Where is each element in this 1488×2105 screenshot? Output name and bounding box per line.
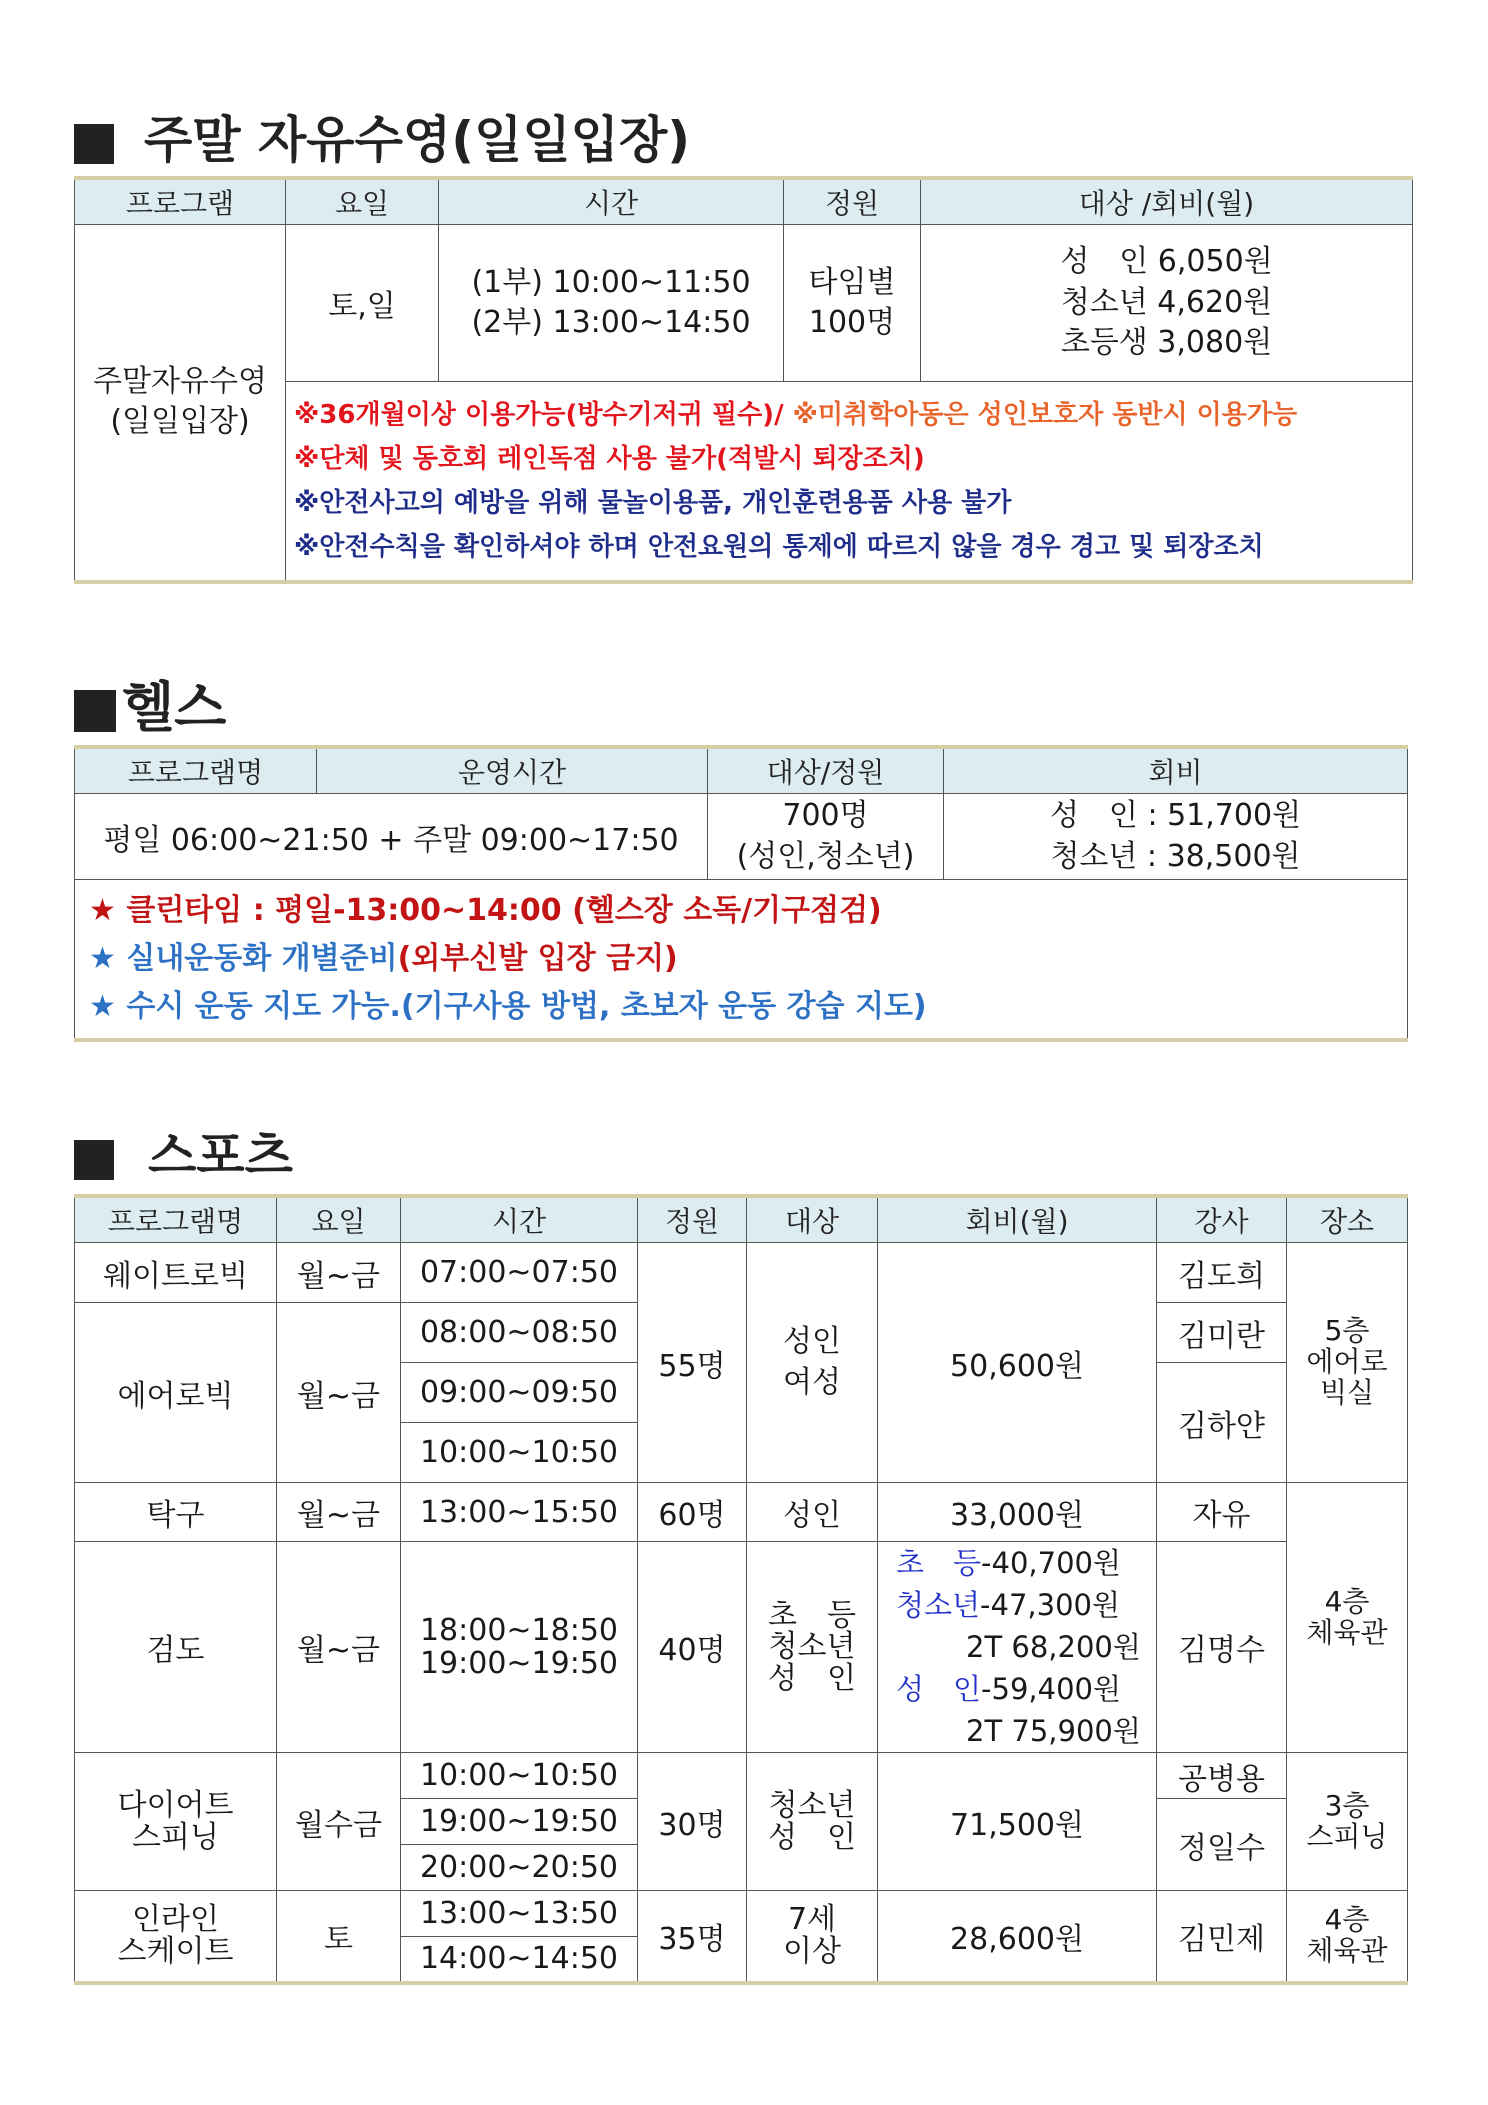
swim-table [74, 176, 1413, 584]
header-fee: 회비 [944, 747, 1408, 794]
time-tabletennis: 13:00~15:50 [401, 1483, 638, 1542]
place-line: 스피닝 [1306, 1819, 1388, 1853]
instructor-weight: 김도희 [1157, 1243, 1287, 1303]
header-place: 장소 [1287, 1196, 1408, 1243]
place-line: 4층 [1324, 1584, 1370, 1618]
header-target-capacity: 대상/정원 [708, 747, 944, 794]
health-fees-cell [944, 794, 1408, 880]
fee-aero: 50,600원 [878, 1243, 1157, 1483]
place-gym [1287, 1483, 1408, 1753]
instructor-aerobic-2: 김하얀 [1157, 1363, 1287, 1483]
table-row [75, 1753, 1408, 1799]
swim-fee-child: 초등생 3,080원 [1060, 325, 1273, 361]
health-note-1: ★ 클린타임 : 평일-13:00~14:00 (헬스장 소독/기구점검) [89, 892, 882, 928]
health-capacity-line: (성인,청소년) [736, 838, 915, 874]
swim-note-2: ※단체 및 동호회 레인독점 사용 불가(적발시 퇴장조치) [294, 443, 925, 474]
health-note-2a: ★ 실내운동화 개별준비 [89, 940, 398, 976]
swim-times-cell [439, 225, 784, 382]
table-row [75, 1542, 1408, 1753]
fee-spinning: 71,500원 [878, 1753, 1157, 1891]
sports-table [74, 1194, 1408, 1985]
place-line: 에어로 [1306, 1345, 1388, 1379]
time-kendo [401, 1542, 638, 1753]
header-fee: 회비(월) [878, 1196, 1157, 1243]
health-section-title [74, 665, 226, 742]
kendo-fee-amount: 2T 68,200원 [966, 1630, 1141, 1664]
health-note-3: ★ 수시 운동 지도 가능.(기구사용 방법, 초보자 운동 강습 지도) [89, 988, 927, 1024]
days-weight: 월~금 [277, 1243, 401, 1303]
kendo-fee-line [896, 1542, 1156, 1584]
time-line: 18:00~18:50 [419, 1613, 619, 1648]
kendo-fee-line [896, 1710, 1156, 1752]
target-line: 청소년 [768, 1629, 856, 1665]
days-spinning: 월수금 [277, 1753, 401, 1891]
place-line: 체육관 [1306, 1933, 1388, 1967]
days-inline: 토 [277, 1891, 401, 1983]
swim-row [75, 225, 1413, 382]
swim-section-title [74, 100, 690, 172]
time-aerobic-3: 10:00~10:50 [401, 1423, 638, 1483]
target-line: 청소년 [768, 1788, 856, 1823]
program-line: 다이어트 [117, 1788, 234, 1823]
health-note-2b: (외부신발 입장 금지) [397, 940, 678, 976]
place-line: 5층 [1324, 1314, 1370, 1348]
health-time: 평일 06:00~21:50 + 주말 09:00~17:50 [75, 794, 708, 880]
fee-tabletennis: 33,000원 [878, 1483, 1157, 1542]
place-line: 4층 [1324, 1902, 1370, 1936]
program-line: 스케이트 [117, 1933, 234, 1969]
kendo-fee-label: 청소년 [896, 1588, 981, 1622]
time-inline-1: 13:00~13:50 [401, 1891, 638, 1937]
days-aerobic: 월~금 [277, 1303, 401, 1483]
health-row [75, 794, 1408, 880]
fee-inline: 28,600원 [878, 1891, 1157, 1983]
time-spinning-3: 20:00~20:50 [401, 1845, 638, 1891]
swim-capacity-cell [784, 225, 921, 382]
swim-capacity-line: 100명 [808, 305, 896, 340]
capacity-kendo: 40명 [638, 1542, 747, 1753]
header-program-name: 프로그램명 [75, 747, 317, 794]
table-row [75, 1483, 1408, 1542]
header-instructor: 강사 [1157, 1196, 1287, 1243]
swim-note-1a: ※36개월이상 이용가능(방수기저귀 필수)/ [294, 399, 784, 430]
swim-note-1 [294, 393, 1412, 437]
health-capacity-cell [708, 794, 944, 880]
program-inline [75, 1891, 277, 1983]
square-bullet-icon [74, 124, 114, 164]
health-note-2 [89, 935, 1407, 983]
days-tabletennis: 월~금 [277, 1483, 401, 1542]
target-line: 7세 [787, 1902, 837, 1938]
time-aerobic-1: 08:00~08:50 [401, 1303, 638, 1363]
header-time: 시간 [439, 178, 784, 225]
kendo-fee-line [896, 1626, 1156, 1668]
instructor-kendo: 김명수 [1157, 1542, 1287, 1753]
capacity-spinning: 30명 [638, 1753, 747, 1891]
health-notes-row [75, 880, 1408, 1040]
target-spinning [747, 1753, 878, 1891]
target-line: 초 등 [768, 1597, 856, 1633]
place-inline [1287, 1891, 1408, 1983]
header-target: 대상 [747, 1196, 878, 1243]
place-spinning [1287, 1753, 1408, 1891]
capacity-tabletennis: 60명 [638, 1483, 747, 1542]
square-bullet-icon [74, 690, 116, 732]
square-bullet-icon [74, 1140, 114, 1180]
header-program: 프로그램 [75, 178, 286, 225]
time-spinning-1: 10:00~10:50 [401, 1753, 638, 1799]
sports-header-row [75, 1196, 1408, 1243]
health-table [74, 745, 1408, 1042]
kendo-fee-label: 초 등 [896, 1546, 982, 1580]
health-notes-cell [75, 880, 1408, 1040]
header-operating-time: 운영시간 [317, 747, 708, 794]
swim-fees-cell [921, 225, 1413, 382]
swim-time-1: (1부) 10:00~11:50 [471, 264, 751, 300]
target-tabletennis: 성인 [747, 1483, 878, 1542]
program-kendo: 검도 [75, 1542, 277, 1753]
place-aero [1287, 1243, 1408, 1483]
swim-program-line: 주말자유수영 [93, 363, 267, 399]
swim-notes-cell [286, 382, 1413, 582]
place-line: 3층 [1324, 1788, 1370, 1822]
kendo-fee-line [896, 1584, 1156, 1626]
place-line: 빅실 [1319, 1375, 1375, 1409]
health-fee-youth: 청소년 : 38,500원 [1050, 838, 1301, 874]
target-line: 성 인 [768, 1660, 856, 1696]
swim-note-1b: ※미취학아동은 성인보호자 동반시 이용가능 [783, 399, 1298, 430]
swim-fee-adult: 성 인 6,050원 [1060, 244, 1273, 280]
health-title-text: 헬스 [122, 676, 227, 739]
target-line: 이상 [783, 1933, 841, 1969]
instructor-spinning-2: 정일수 [1157, 1799, 1287, 1891]
target-line: 여성 [783, 1364, 841, 1400]
target-line: 성 인 [768, 1819, 856, 1855]
place-line: 체육관 [1306, 1615, 1388, 1649]
instructor-inline: 김민제 [1157, 1891, 1287, 1983]
kendo-fee-line [896, 1668, 1156, 1710]
capacity-inline: 35명 [638, 1891, 747, 1983]
swim-program-line: (일일입장) [110, 404, 250, 440]
program-line: 스피닝 [132, 1819, 219, 1855]
swim-note-4: ※안전수칙을 확인하셔야 하며 안전요원의 통제에 따르지 않을 경우 경고 및 퇴장조치 [294, 531, 1264, 562]
target-kendo [747, 1542, 878, 1753]
header-days: 요일 [277, 1196, 401, 1243]
swim-program-cell [75, 225, 286, 582]
time-aerobic-2: 09:00~09:50 [401, 1363, 638, 1423]
sports-section-title [74, 1116, 293, 1188]
swim-title-text: 주말 자유수영(일일입장) [144, 111, 691, 169]
health-header-row [75, 747, 1408, 794]
kendo-fee-amount: -40,700원 [981, 1546, 1121, 1580]
program-aerobic: 에어로빅 [75, 1303, 277, 1483]
kendo-fee-label: 성 인 [896, 1672, 982, 1706]
swim-days: 토,일 [286, 225, 439, 382]
instructor-aerobic-1: 김미란 [1157, 1303, 1287, 1363]
kendo-fee-amount: 2T 75,900원 [966, 1714, 1141, 1748]
swim-header-row [75, 178, 1413, 225]
instructor-spinning-1: 공병용 [1157, 1753, 1287, 1799]
header-target-fee: 대상 /회비(월) [921, 178, 1413, 225]
header-days: 요일 [286, 178, 439, 225]
target-aero [747, 1243, 878, 1483]
kendo-fee-amount: -47,300원 [980, 1588, 1120, 1622]
capacity-aero: 55명 [638, 1243, 747, 1483]
days-kendo: 월~금 [277, 1542, 401, 1753]
sports-title-text: 스포츠 [148, 1127, 293, 1185]
swim-fee-youth: 청소년 4,620원 [1060, 284, 1273, 320]
swim-note-3: ※안전사고의 예방을 위해 물놀이용품, 개인훈련용품 사용 불가 [294, 487, 1012, 518]
header-capacity: 정원 [784, 178, 921, 225]
swim-capacity-line: 타임별 [808, 264, 896, 300]
program-line: 인라인 [132, 1902, 219, 1938]
header-capacity: 정원 [638, 1196, 747, 1243]
time-weight: 07:00~07:50 [401, 1243, 638, 1303]
health-capacity-line: 700명 [782, 798, 869, 833]
program-tabletennis: 탁구 [75, 1483, 277, 1542]
program-weight: 웨이트로빅 [75, 1243, 277, 1303]
fee-kendo [878, 1542, 1157, 1753]
table-row [75, 1891, 1408, 1937]
target-inline [747, 1891, 878, 1983]
target-line: 성인 [783, 1324, 841, 1359]
swim-time-2: (2부) 13:00~14:50 [471, 305, 751, 340]
header-time: 시간 [401, 1196, 638, 1243]
health-fee-adult: 성 인 : 51,700원 [1049, 798, 1302, 833]
header-program-name: 프로그램명 [75, 1196, 277, 1243]
time-line: 19:00~19:50 [419, 1646, 619, 1681]
instructor-tabletennis: 자유 [1157, 1483, 1287, 1542]
kendo-fee-amount: -59,400원 [981, 1672, 1121, 1706]
time-spinning-2: 19:00~19:50 [401, 1799, 638, 1845]
time-inline-2: 14:00~14:50 [401, 1937, 638, 1983]
table-row [75, 1243, 1408, 1303]
program-spinning [75, 1753, 277, 1891]
